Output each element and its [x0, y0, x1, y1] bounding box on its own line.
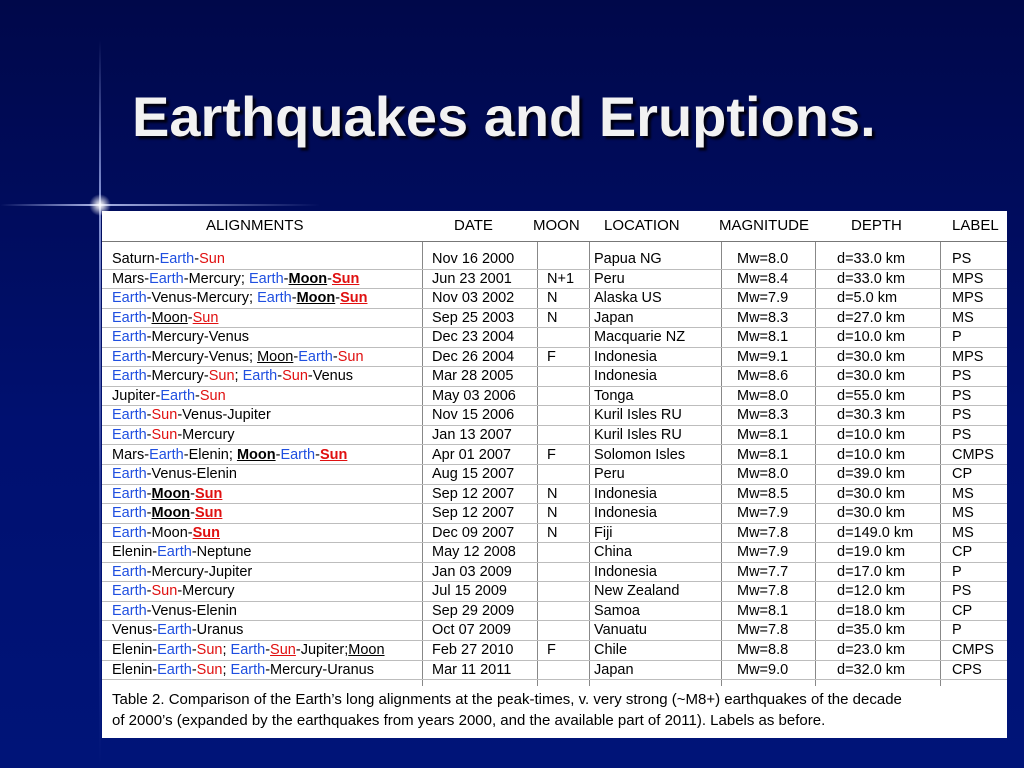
header-moon: MOON — [533, 217, 580, 234]
alignment-segment: -Mercury-Venus — [146, 329, 250, 346]
location-cell: Samoa — [594, 602, 640, 619]
label-cell: PS — [952, 251, 972, 267]
alignment-segment: Sun — [282, 368, 308, 385]
date-cell: May 03 2006 — [432, 387, 516, 404]
alignment-segment: Sun — [196, 642, 223, 658]
table-row — [102, 387, 1007, 407]
header-date: DATE — [454, 217, 493, 234]
slide-title: Earthquakes and Eruptions. — [132, 85, 876, 148]
magnitude-cell: Mw=8.1 — [737, 602, 789, 619]
alignment-segment: Elenin- — [112, 661, 158, 678]
alignment-segment: -Mercury-Venus; — [146, 348, 258, 365]
magnitude-cell: Mw=7.9 — [737, 544, 789, 561]
alignment-segment: Earth — [112, 583, 147, 600]
location-cell: Kuril Isles RU — [594, 426, 682, 443]
depth-cell: d=10.0 km — [837, 426, 906, 443]
table-row — [102, 602, 1007, 622]
table-row — [102, 426, 1007, 446]
alignment-segment: Elenin- — [112, 544, 158, 561]
location-cell: Indonesia — [594, 563, 657, 580]
alignment-segment: Sun — [151, 426, 178, 443]
depth-cell: d=18.0 km — [837, 602, 906, 619]
alignment-segment: Jupiter- — [112, 387, 161, 404]
location-cell: Fiji — [594, 524, 613, 541]
alignment-segment: Earth — [157, 622, 192, 639]
date-cell: Sep 12 2007 — [432, 505, 515, 522]
header-depth: DEPTH — [851, 217, 902, 234]
decorative-horizontal-line — [0, 204, 320, 206]
alignment-segment: - — [283, 270, 289, 287]
location-cell: Papua NG — [594, 251, 662, 267]
magnitude-cell: Mw=8.0 — [737, 387, 789, 404]
alignment-segment: - — [265, 642, 271, 658]
table-row — [102, 641, 1007, 661]
alignment-segment: -Mercury — [177, 583, 235, 600]
alignment-segment: - — [191, 661, 197, 678]
table-row — [102, 406, 1007, 426]
alignment-segment: -Venus-Mercury; — [146, 290, 258, 307]
magnitude-cell: Mw=8.6 — [737, 368, 789, 385]
table-row — [102, 543, 1007, 563]
alignment-segment: - — [190, 505, 196, 522]
date-cell: Dec 09 2007 — [432, 524, 515, 541]
header-magnitude: MAGNITUDE — [719, 217, 809, 234]
alignment-segment: Moon — [151, 505, 191, 522]
alignment-segment: Earth — [112, 524, 147, 541]
alignment-segment: Saturn- — [112, 251, 160, 267]
label-cell: MS — [952, 485, 974, 502]
depth-cell: d=35.0 km — [837, 622, 906, 639]
alignment-segment: Earth — [112, 290, 147, 307]
alignment-segment: Sun — [151, 583, 178, 600]
alignment-segment: -Mercury; — [183, 270, 249, 287]
location-cell: Japan — [594, 309, 634, 326]
depth-cell: d=32.0 km — [837, 661, 906, 678]
magnitude-cell: Mw=8.1 — [737, 446, 789, 463]
label-cell: P — [952, 563, 962, 580]
moon-cell: F — [547, 348, 556, 365]
alignment-cell — [112, 271, 359, 288]
table-row — [102, 446, 1007, 466]
alignment-segment: Sun — [196, 661, 223, 678]
magnitude-cell: Mw=8.5 — [737, 485, 789, 502]
label-cell: PS — [952, 583, 972, 600]
label-cell: PS — [952, 387, 972, 404]
alignment-segment: Earth — [157, 544, 192, 561]
alignment-segment: -Venus-Elenin — [146, 466, 237, 483]
alignment-segment: Sun — [192, 309, 219, 326]
depth-cell: d=33.0 km — [837, 270, 906, 287]
magnitude-cell: Mw=7.8 — [737, 622, 789, 639]
alignment-segment: - — [187, 309, 193, 326]
alignment-table-image — [102, 211, 1007, 738]
alignment-cell — [112, 407, 271, 424]
depth-cell: d=19.0 km — [837, 544, 906, 561]
table-row — [102, 465, 1007, 485]
header-alignments: ALIGNMENTS — [206, 217, 304, 234]
table-header-row — [102, 217, 1007, 237]
alignment-segment: Sun — [319, 446, 348, 463]
caption-line-1: Table 2. Comparison of the Earth’s long alignments at the peak-times, v. very strong (~M8+) earthquakes of the decade — [112, 691, 902, 708]
date-cell: Oct 07 2009 — [432, 622, 511, 639]
magnitude-cell: Mw=8.1 — [737, 329, 789, 346]
alignment-segment: -Venus-Jupiter — [177, 407, 271, 424]
alignment-cell — [112, 290, 367, 307]
alignment-segment: - — [315, 446, 320, 463]
alignment-cell — [112, 447, 347, 464]
table-row — [102, 348, 1007, 368]
alignment-cell — [112, 544, 251, 561]
alignment-segment: Sun — [199, 387, 226, 404]
alignment-segment: Sun — [208, 368, 235, 385]
alignment-segment: - — [195, 387, 200, 404]
alignment-cell — [112, 310, 218, 327]
moon-cell: N — [547, 290, 558, 307]
alignment-segment: Moon — [288, 270, 328, 287]
date-cell: Mar 11 2011 — [432, 661, 512, 678]
location-cell: Indonesia — [594, 368, 657, 385]
table-caption — [112, 689, 1007, 731]
alignment-segment: Earth — [112, 329, 147, 346]
alignment-cell — [112, 603, 237, 620]
depth-cell: d=27.0 km — [837, 309, 906, 326]
magnitude-cell: Mw=8.0 — [737, 251, 789, 267]
alignment-segment: Earth — [112, 426, 147, 443]
location-cell: Japan — [594, 661, 634, 678]
alignment-cell — [112, 505, 222, 522]
table-row — [102, 563, 1007, 583]
moon-cell: F — [547, 642, 556, 658]
table-row — [102, 270, 1007, 290]
magnitude-cell: Mw=8.3 — [737, 407, 789, 424]
alignment-cell — [112, 349, 364, 366]
date-cell: Nov 15 2006 — [432, 407, 515, 424]
alignment-segment: -Mercury-Uranus — [265, 661, 374, 678]
alignment-segment: -Venus — [307, 368, 354, 385]
alignment-segment: Sun — [195, 485, 223, 502]
label-cell: MS — [952, 505, 974, 522]
alignment-segment: Earth — [159, 251, 195, 267]
alignment-segment: - — [327, 270, 332, 287]
decorative-vertical-line — [99, 40, 101, 768]
magnitude-cell: Mw=8.1 — [737, 426, 789, 443]
location-cell: Chile — [594, 642, 628, 658]
alignment-segment: Earth — [157, 661, 192, 678]
table-row — [102, 367, 1007, 387]
alignment-segment: Earth — [149, 270, 184, 287]
moon-cell: N — [547, 505, 558, 522]
alignment-segment: -Elenin; — [183, 446, 237, 463]
alignment-segment: Moon — [296, 290, 336, 307]
depth-cell: d=33.0 km — [837, 251, 906, 267]
alignment-segment: -Mercury — [177, 426, 235, 443]
alignment-segment: - — [190, 485, 196, 502]
table-row — [102, 289, 1007, 309]
date-cell: Jan 13 2007 — [432, 426, 512, 443]
alignment-segment: Sun — [195, 505, 223, 522]
alignment-segment: Earth — [160, 387, 196, 404]
alignment-cell — [112, 427, 235, 444]
alignment-segment: - — [275, 446, 281, 463]
alignment-segment: -Neptune — [191, 544, 252, 561]
depth-cell: d=10.0 km — [837, 446, 906, 463]
table-row — [102, 485, 1007, 505]
depth-cell: d=30.3 km — [837, 407, 906, 424]
alignment-segment: - — [146, 309, 152, 326]
header-rule — [102, 241, 1007, 242]
depth-cell: d=39.0 km — [837, 466, 906, 483]
alignment-segment: -Mercury-Jupiter — [146, 563, 253, 580]
depth-cell: d=30.0 km — [837, 505, 906, 522]
magnitude-cell: Mw=8.4 — [737, 270, 789, 287]
label-cell: CMPS — [952, 642, 994, 658]
location-cell: Vanuatu — [594, 622, 647, 639]
header-label: LABEL — [952, 217, 999, 234]
alignment-segment: Earth — [280, 446, 316, 463]
depth-cell: d=23.0 km — [837, 642, 906, 658]
alignment-segment: Moon — [257, 348, 294, 365]
alignment-segment: Moon — [151, 485, 191, 502]
alignment-segment: Earth — [230, 661, 266, 678]
alignment-segment: Earth — [298, 348, 333, 365]
alignment-cell — [112, 329, 249, 346]
moon-cell: F — [547, 446, 556, 463]
moon-cell: N+1 — [547, 270, 575, 287]
header-location: LOCATION — [604, 217, 680, 234]
alignment-segment: Sun — [332, 270, 360, 287]
date-cell: Mar 28 2005 — [432, 368, 514, 385]
alignment-segment: Venus- — [112, 622, 158, 639]
date-cell: Nov 16 2000 — [432, 251, 515, 267]
alignment-segment: -Venus-Elenin — [146, 602, 237, 619]
alignment-cell — [112, 525, 220, 542]
date-cell: Jun 23 2001 — [432, 270, 512, 287]
alignment-cell — [112, 642, 385, 659]
alignment-cell — [112, 486, 222, 503]
alignment-segment: Moon — [348, 642, 385, 658]
magnitude-cell: Mw=8.3 — [737, 309, 789, 326]
label-cell: PS — [952, 426, 972, 443]
alignment-segment: Earth — [248, 270, 284, 287]
location-cell: China — [594, 544, 632, 561]
alignment-segment: Earth — [242, 368, 278, 385]
location-cell: Tonga — [594, 387, 634, 404]
alignment-segment: Earth — [257, 290, 292, 307]
alignment-segment: Earth — [112, 602, 147, 619]
alignment-segment: - — [335, 290, 341, 307]
location-cell: New Zealand — [594, 583, 680, 600]
alignment-segment: Moon — [236, 446, 276, 463]
alignment-segment: Sun — [270, 642, 296, 658]
caption-line-2: of 2000’s (expanded by the earthquakes from years 2000, and the available part of 2011). Labels as before. — [112, 712, 826, 729]
magnitude-cell: Mw=8.8 — [737, 642, 789, 658]
alignment-segment: ; — [234, 368, 243, 385]
location-cell: Alaska US — [594, 290, 662, 307]
alignment-segment: Elenin- — [112, 642, 158, 658]
alignment-segment: Mars- — [112, 270, 150, 287]
alignment-segment: - — [146, 505, 152, 522]
alignment-segment: - — [293, 348, 299, 365]
alignment-segment: - — [146, 426, 152, 443]
label-cell: CP — [952, 544, 973, 561]
location-cell: Peru — [594, 270, 625, 287]
alignment-segment: Earth — [112, 563, 147, 580]
date-cell: Sep 29 2009 — [432, 602, 515, 619]
alignment-cell — [112, 564, 252, 581]
moon-cell: N — [547, 524, 558, 541]
alignment-segment: Sun — [151, 407, 178, 424]
label-cell: P — [952, 622, 962, 639]
depth-cell: d=12.0 km — [837, 583, 906, 600]
alignment-cell — [112, 583, 235, 600]
depth-cell: d=30.0 km — [837, 485, 906, 502]
label-cell: CMPS — [952, 446, 994, 463]
alignment-cell — [112, 368, 353, 385]
location-cell: Solomon Isles — [594, 446, 686, 463]
depth-cell: d=30.0 km — [837, 368, 906, 385]
table-row — [102, 250, 1007, 270]
alignment-segment: - — [194, 251, 200, 267]
moon-cell: N — [547, 309, 558, 326]
label-cell: MS — [952, 309, 974, 326]
magnitude-cell: Mw=7.9 — [737, 290, 789, 307]
alignment-segment: Earth — [157, 642, 192, 658]
date-cell: Jul 15 2009 — [432, 583, 507, 600]
alignment-segment: -Jupiter; — [295, 642, 349, 658]
magnitude-cell: Mw=8.0 — [737, 466, 789, 483]
alignment-segment: - — [291, 290, 297, 307]
moon-cell: N — [547, 485, 558, 502]
location-cell: Kuril Isles RU — [594, 407, 682, 424]
table-row — [102, 309, 1007, 329]
label-cell: MPS — [952, 348, 984, 365]
alignment-segment: -Uranus — [191, 622, 244, 639]
date-cell: Dec 23 2004 — [432, 329, 515, 346]
label-cell: P — [952, 329, 962, 346]
alignment-segment: ; — [222, 642, 231, 658]
date-cell: Apr 01 2007 — [432, 446, 512, 463]
alignment-segment: Sun — [192, 524, 220, 541]
table-row — [102, 504, 1007, 524]
alignment-cell — [112, 662, 374, 679]
label-cell: CP — [952, 466, 973, 483]
location-cell: Indonesia — [594, 348, 657, 365]
date-cell: Jan 03 2009 — [432, 563, 512, 580]
depth-cell: d=10.0 km — [837, 329, 906, 346]
alignment-segment: ; — [222, 661, 231, 678]
date-cell: May 12 2008 — [432, 544, 516, 561]
alignment-segment: Earth — [112, 368, 147, 385]
depth-cell: d=149.0 km — [837, 524, 914, 541]
location-cell: Indonesia — [594, 505, 657, 522]
alignment-segment: - — [146, 485, 152, 502]
alignment-segment: Earth — [112, 348, 147, 365]
alignment-segment: Earth — [230, 642, 266, 658]
label-cell: MPS — [952, 290, 984, 307]
magnitude-cell: Mw=9.1 — [737, 348, 789, 365]
magnitude-cell: Mw=7.7 — [737, 563, 789, 580]
date-cell: Dec 26 2004 — [432, 348, 515, 365]
magnitude-cell: Mw=7.8 — [737, 524, 789, 541]
alignment-segment: Earth — [149, 446, 184, 463]
alignment-segment: Sun — [199, 251, 225, 267]
alignment-segment: - — [332, 348, 338, 365]
location-cell: Peru — [594, 466, 625, 483]
table-row — [102, 328, 1007, 348]
alignment-segment: - — [146, 407, 152, 424]
label-cell: CPS — [952, 661, 982, 678]
alignment-segment: Mars- — [112, 446, 150, 463]
alignment-segment: Earth — [112, 485, 147, 502]
alignment-segment: Earth — [112, 309, 147, 326]
alignment-segment: - — [146, 583, 152, 600]
alignment-cell — [112, 622, 243, 639]
label-cell: CP — [952, 602, 973, 619]
depth-cell: d=55.0 km — [837, 387, 906, 404]
alignment-segment: -Moon- — [146, 524, 193, 541]
magnitude-cell: Mw=9.0 — [737, 661, 789, 678]
table-row — [102, 582, 1007, 602]
location-cell: Macquarie NZ — [594, 329, 686, 346]
table-row — [102, 621, 1007, 641]
magnitude-cell: Mw=7.9 — [737, 505, 789, 522]
location-cell: Indonesia — [594, 485, 657, 502]
date-cell: Sep 25 2003 — [432, 309, 515, 326]
alignment-cell — [112, 251, 225, 268]
table-row — [102, 661, 1007, 681]
depth-cell: d=17.0 km — [837, 563, 906, 580]
label-cell: PS — [952, 368, 972, 385]
date-cell: Feb 27 2010 — [432, 642, 514, 658]
label-cell: MS — [952, 524, 974, 541]
date-cell: Aug 15 2007 — [432, 466, 515, 483]
alignment-segment: Sun — [337, 348, 364, 365]
label-cell: PS — [952, 407, 972, 424]
alignment-segment: Earth — [112, 466, 147, 483]
date-cell: Sep 12 2007 — [432, 485, 515, 502]
alignment-segment: - — [191, 642, 197, 658]
alignment-cell — [112, 466, 237, 483]
depth-cell: d=30.0 km — [837, 348, 906, 365]
table-row — [102, 524, 1007, 544]
alignment-segment: Sun — [340, 290, 368, 307]
date-cell: Nov 03 2002 — [432, 290, 515, 307]
depth-cell: d=5.0 km — [837, 290, 898, 307]
alignment-segment: - — [277, 368, 283, 385]
alignment-segment: Moon — [151, 309, 188, 326]
alignment-cell — [112, 388, 226, 405]
alignment-segment: -Mercury- — [146, 368, 209, 385]
label-cell: MPS — [952, 270, 984, 287]
alignment-segment: Earth — [112, 505, 147, 522]
magnitude-cell: Mw=7.8 — [737, 583, 789, 600]
alignment-segment: Earth — [112, 407, 147, 424]
